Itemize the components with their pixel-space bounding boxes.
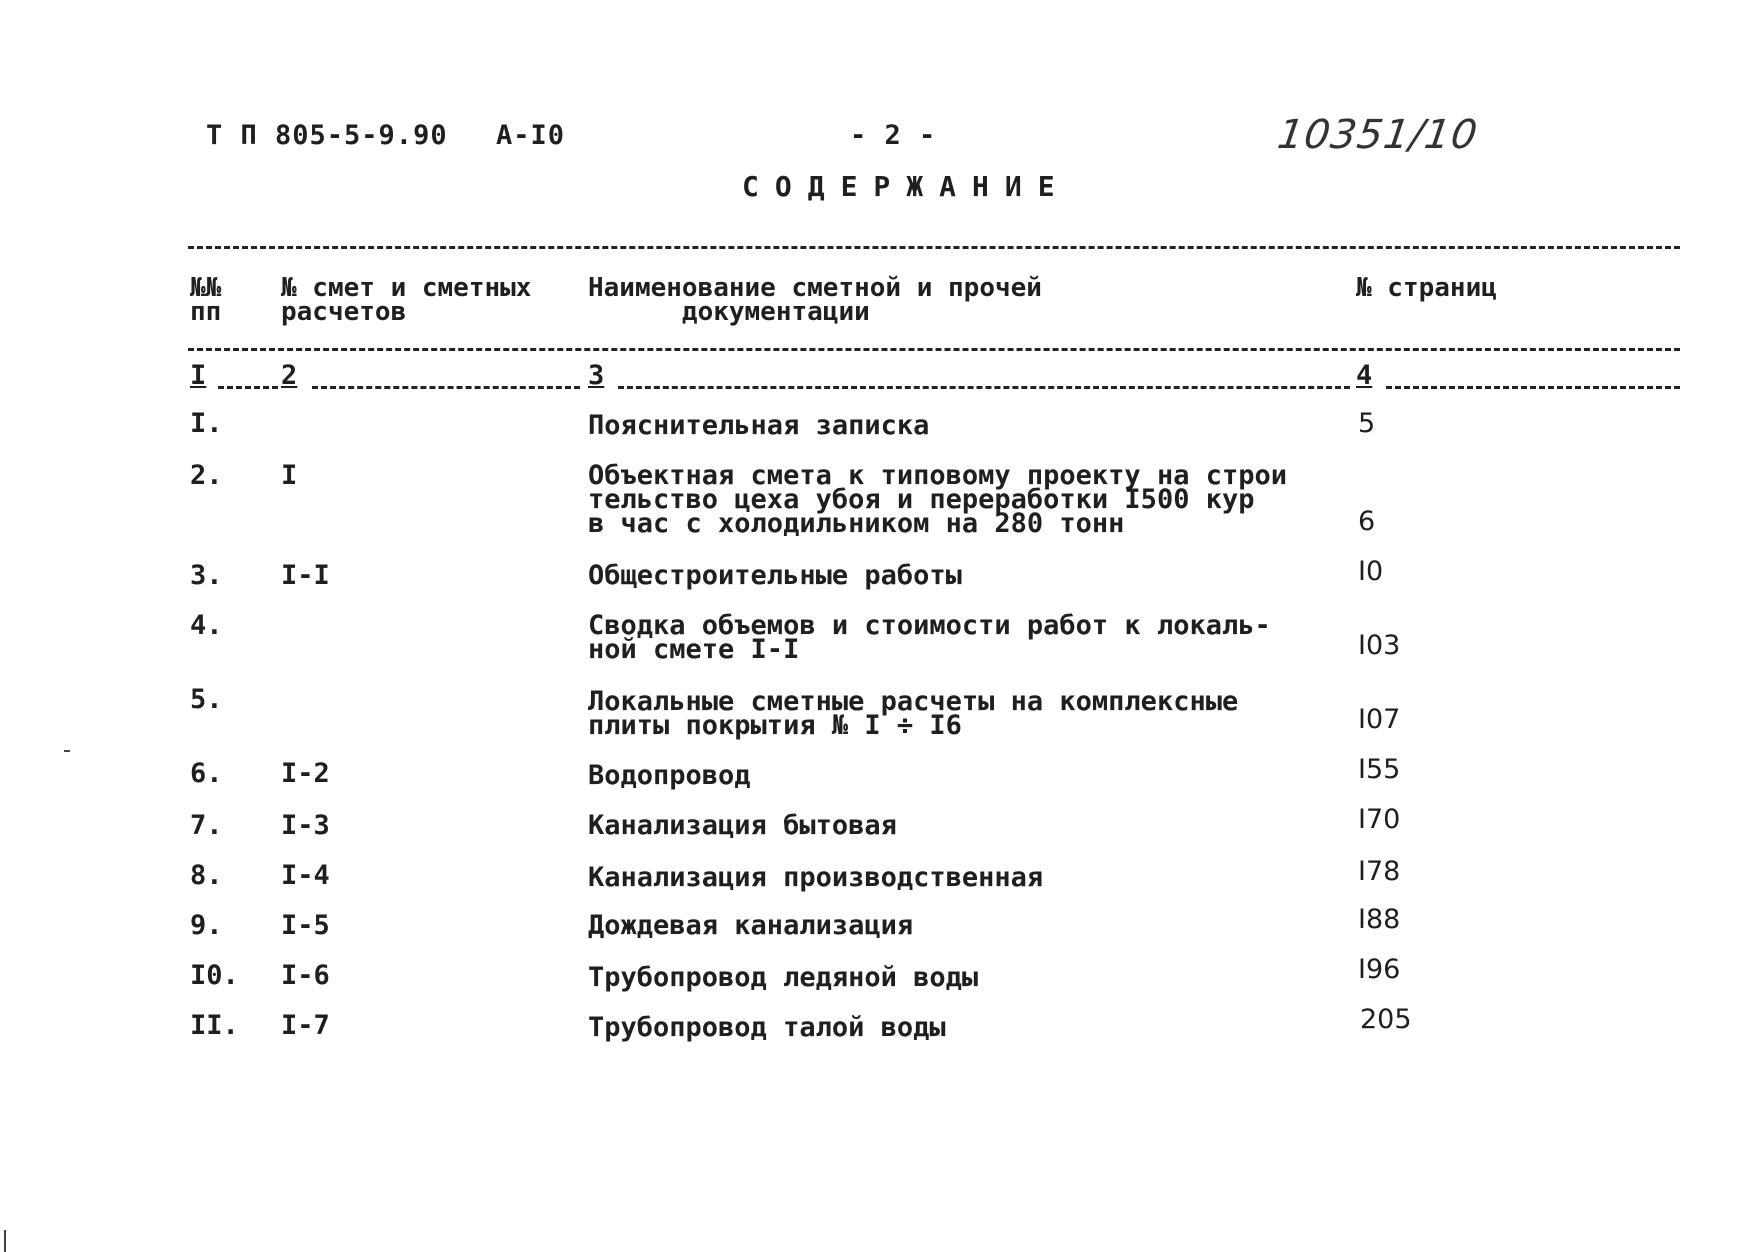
row-name: Пояснительная записка (588, 410, 930, 441)
row-name-line: в час с холодильником на 280 тонн (588, 508, 1125, 539)
column-number-3: 3 (588, 360, 605, 391)
row-number: 5. (190, 684, 223, 715)
row-number: II. (190, 1010, 239, 1041)
row-name-line: тельство цеха убоя и переработки I500 кур (588, 484, 1255, 515)
row-number: 8. (190, 860, 223, 891)
row-name: Канализация бытовая (588, 810, 897, 841)
row-number: 7. (190, 810, 223, 841)
column-number-4: 4 (1356, 360, 1373, 391)
column-number-rule (218, 386, 278, 389)
column-number-rule (312, 386, 580, 389)
row-page: 205 (1360, 1004, 1412, 1035)
album-code: А-I0 (496, 120, 566, 151)
row-name: Канализация производственная (588, 862, 1044, 893)
row-name: Общестроительные работы (588, 560, 962, 591)
row-page: I03 (1358, 630, 1401, 661)
row-page: I96 (1358, 954, 1401, 985)
row-number: I0. (190, 960, 239, 991)
row-name-line: Сводка объемов и стоимости работ к локаль- (588, 610, 1271, 641)
row-name-line: Локальные сметные расчеты на комплексные (588, 686, 1239, 717)
row-name: Водопровод (588, 760, 751, 791)
header-item-number: №№ пп (190, 273, 222, 327)
page-number: - 2 - (850, 120, 937, 151)
row-number: 4. (190, 610, 223, 641)
row-name: Дождевая канализация (588, 910, 914, 941)
document-code: Т П 805-5-9.90 (206, 120, 448, 151)
column-number-rule (1386, 386, 1680, 389)
column-number-2: 2 (281, 360, 298, 391)
row-estimate: I-7 (281, 1010, 330, 1041)
row-name-line: Объектная смета к типовому проекту на строи (588, 460, 1287, 491)
row-name-line: плиты покрытия № I ÷ I6 (588, 710, 962, 741)
header-bottom-rule (188, 348, 1680, 351)
row-page: I0 (1358, 556, 1384, 587)
scan-edge-mark (4, 1230, 6, 1252)
handwritten-inventory-number: 10351/10 (1274, 112, 1481, 158)
header-estimate-number: № смет и сметных расчетов (281, 273, 532, 327)
scan-speck (64, 750, 70, 752)
row-number: I. (190, 408, 223, 439)
row-number: 6. (190, 758, 223, 789)
row-page: I88 (1358, 904, 1401, 935)
row-estimate: I-4 (281, 860, 330, 891)
row-number: 3. (190, 560, 223, 591)
row-name-line: ной смете I-I (588, 634, 800, 665)
row-page: 6 (1358, 506, 1376, 537)
row-name: Трубопровод талой воды (588, 1012, 946, 1043)
page-title: СОДЕРЖАНИЕ (742, 170, 1071, 203)
row-page: 5 (1358, 408, 1376, 439)
row-estimate: I-I (281, 560, 330, 591)
row-number: 2. (190, 460, 223, 491)
column-number-1: I (190, 360, 207, 391)
row-estimate: I-5 (281, 910, 330, 941)
row-name: Трубопровод ледяной воды (588, 962, 979, 993)
header-document-name: Наименование сметной и прочей документации (588, 273, 1042, 327)
row-estimate: I-2 (281, 758, 330, 789)
row-number: 9. (190, 910, 223, 941)
row-page: I55 (1358, 754, 1401, 785)
table-top-rule (188, 246, 1680, 249)
row-page: I70 (1358, 804, 1401, 835)
row-estimate: I (281, 460, 298, 491)
row-estimate: I-6 (281, 960, 330, 991)
row-page: I07 (1358, 704, 1401, 735)
header-page-number: № страниц (1356, 273, 1497, 303)
row-estimate: I-3 (281, 810, 330, 841)
row-page: I78 (1358, 856, 1401, 887)
column-number-rule (618, 386, 1350, 389)
